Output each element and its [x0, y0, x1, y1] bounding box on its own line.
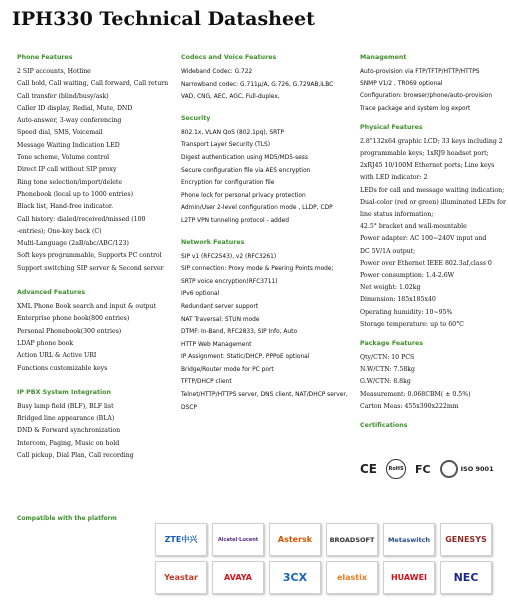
list-item: IP Assignment: Static/DHCP, PPPoE optional — [181, 354, 310, 361]
certification-badges — [360, 458, 503, 480]
list-item: Black list, Hand-free indicator. — [17, 203, 114, 211]
list-item: line status information; — [360, 211, 434, 219]
list-item: Caller ID display, Redial, Mute, DND — [17, 104, 133, 112]
list-item: 2 SIP accounts, Hotline — [17, 68, 91, 75]
list-item: with LED indicator: 2 — [360, 174, 428, 182]
list-item: Phone lock for personal privacy protection — [181, 192, 306, 199]
zte-logo: ZTE中兴 — [155, 523, 207, 556]
list-item: Intercom, Paging, Music on hold — [17, 439, 120, 447]
list-item: Tone scheme, Volume control — [17, 154, 110, 162]
list-item: Soft keys programmable, Supports PC control — [17, 252, 162, 260]
list-item: Multi-Language (2aB/abc/ABC/123) — [17, 240, 129, 248]
list-item: DTMF: In-Band, RFC2833, SIP Info, Auto — [181, 329, 298, 336]
list-item: Net weight: 1.02kg — [360, 284, 421, 292]
ce-mark-icon: CE — [360, 462, 378, 476]
page-title: IPH330 Technical Datasheet — [12, 8, 315, 30]
list-item: Enterprise phone book(800 entries) — [17, 315, 130, 323]
genesys-logo: GENESYS — [440, 523, 492, 556]
section-heading-network-features: Network Features — [181, 238, 245, 246]
list-item: LDAP phone book — [17, 339, 74, 347]
fcc-mark-icon: FC — [415, 462, 431, 476]
3cx-logo: 3CX — [269, 561, 321, 594]
list-item: Power adapter: AC 100~240V input and — [360, 235, 487, 243]
list-item: Trace package and system log export — [360, 105, 471, 112]
list-item: 42.5° bracket and wall-mountable — [360, 223, 467, 231]
list-item: SRTP voice encryption(RFC3711) — [181, 278, 278, 285]
section-heading-security: Security — [181, 114, 211, 122]
column-left — [17, 54, 167, 462]
list-item: Auto-provision via FTP/TFTP/HTTP/HTTPS — [360, 69, 480, 75]
section-heading-package-features: Package Features — [360, 340, 424, 348]
list-item: Carton Meas: 455x390x222mm — [360, 402, 459, 410]
list-item: Dimension: 185x185x40 — [360, 296, 436, 304]
list-item: Redundant server support — [181, 303, 259, 310]
list-item: Encryption for configuration file — [181, 180, 275, 187]
alcatel-lucent-logo: Alcatel·Lucent — [212, 523, 264, 556]
elastix-logo: elastix — [326, 561, 378, 594]
list-item: Support switching SIP server & Second server — [17, 264, 164, 272]
list-item: Transport Layer Security (TLS) — [181, 142, 271, 149]
list-item: Call pickup, Dial Plan, Call recording — [17, 452, 134, 460]
list-item: SIP connection: Proxy mode & Peering Points mode; — [181, 266, 334, 273]
list-item: Ring tone selection/import/delete — [17, 178, 123, 186]
broadsoft-logo: BROADSOFT — [326, 523, 378, 556]
ip-pbx-list — [17, 401, 167, 462]
section-heading-physical-features: Physical Features — [360, 123, 423, 131]
column-middle — [181, 54, 351, 414]
section-heading-certifications: Certifications — [360, 422, 408, 430]
list-item: Auto-answer, 3-way conferencing — [17, 117, 122, 125]
list-item: Bridge/Router mode for PC port — [181, 366, 274, 373]
list-item: Call history: dialed/received/missed (100 — [17, 215, 146, 223]
list-item: VAD, CNG, AEC, AGC, Full-duplex, — [181, 94, 280, 101]
section-heading-advanced-features: Advanced Features — [17, 289, 86, 297]
list-item: Bridged line appearance (BLA) — [17, 415, 115, 423]
network-features-list — [181, 251, 351, 415]
nec-logo: NEC — [440, 561, 492, 594]
list-item: Personal Phonebook(300 entries) — [17, 327, 122, 335]
list-item: L2TP VPN tunneling protocol - added — [181, 217, 290, 224]
list-item: DND & Forward synchronization — [17, 427, 121, 435]
list-item: XML Phone Book search and input & output — [17, 303, 156, 311]
list-item: Call hold, Call waiting, Call forward, Call return — [17, 80, 169, 88]
list-item: Direct IP call without SIP proxy — [17, 166, 117, 174]
list-item: DSCP — [181, 404, 197, 411]
compatible-platforms-heading: Compatible with the platform — [17, 515, 117, 522]
advanced-features-list — [17, 301, 167, 375]
list-item: TFTP/DHCP client — [181, 379, 232, 386]
list-item: Functions customizable keys — [17, 364, 108, 372]
platform-logo-grid — [155, 523, 501, 594]
list-item: Operating humidity: 10~95% — [360, 308, 453, 316]
list-item: HTTP Web Management — [181, 341, 252, 348]
list-item: Admin/User 2-level configuration mode , LLDP, CDP — [181, 205, 333, 212]
list-item: NAT Traversal: STUN mode — [181, 316, 260, 323]
list-item: Action URL & Active URI — [17, 352, 97, 360]
list-item: 2xRJ45 10/100M Ethernet ports; Line keys — [360, 162, 495, 170]
list-item: SIP v1 (RFC2543), v2 (RFC3261) — [181, 253, 277, 260]
list-item: programmable keys; 1xRJ9 headset port; — [360, 150, 489, 158]
list-item: 2.8"132x64 graphic LCD; 33 keys including 2 — [360, 137, 503, 145]
list-item: 802.1x, VLAN QoS (802.1pq), SRTP — [181, 129, 284, 136]
list-item: Telnet/HTTP/HTTPS server, DNS client, NAT/DHCP server, — [181, 392, 348, 399]
security-list — [181, 127, 351, 228]
metaswitch-logo: Metaswitch — [383, 523, 435, 556]
list-item: Busy lamp field (BLF), BLF list — [17, 402, 114, 410]
list-item: Dual-color (red or green) illuminated LEDs for — [360, 198, 506, 206]
management-list — [360, 66, 500, 115]
phone-features-list — [17, 66, 167, 275]
section-heading-codecs: Codecs and Voice Features — [181, 54, 277, 61]
list-item: SNMP V1/2 , TR069 optional — [360, 81, 443, 88]
list-item: Speed dial, SMS, Voicemail — [17, 129, 103, 137]
section-heading-phone-features: Phone Features — [17, 54, 73, 61]
huawei-logo: HUAWEI — [383, 561, 435, 594]
list-item: Digest authentication using MD5/MD5-sess — [181, 154, 308, 161]
codecs-list — [181, 66, 351, 104]
physical-features-list — [360, 136, 506, 331]
iso-9001-label: ISO 9001 — [460, 465, 494, 473]
list-item: Configuration: browser/phone/auto-provision — [360, 93, 493, 100]
list-item: Measurement: 0.068CBM( ± 0.5%) — [360, 390, 471, 398]
list-item: Power consumption: 1.4-2.6W — [360, 272, 455, 280]
column-right — [360, 54, 506, 434]
rohs-badge-icon: RoHS — [386, 459, 406, 479]
list-item: Storage temperature: up to 60°C — [360, 320, 464, 328]
list-item: IPv6 optional — [181, 291, 220, 298]
list-item: Call transfer (blind/busy/ask) — [17, 92, 109, 100]
list-item: Phonebook (local up to 1000 entries) — [17, 190, 133, 198]
list-item: G.W/CTN: 8.8kg — [360, 378, 411, 386]
list-item: Qty/CTN: 10 PCS — [360, 354, 415, 362]
list-item: N.W/CTN: 7.58kg — [360, 366, 416, 374]
asterisk-logo: Astersk — [269, 523, 321, 556]
list-item: Narrowband codec: G.711μ/A, G.726, G.729AB,iLBC — [181, 81, 334, 88]
list-item: Secure configuration file via AES encryption — [181, 167, 311, 174]
list-item: DC 5V/1A output; — [360, 247, 416, 255]
iso-ring-icon — [440, 460, 458, 478]
list-item: Power over Ethernet IEEE 802.3af,class 0 — [360, 259, 492, 267]
section-heading-management: Management — [360, 54, 407, 61]
avaya-logo: AVAYA — [212, 561, 264, 594]
section-heading-ip-pbx: IP PBX System Integration — [17, 388, 111, 396]
list-item: Message Waiting Indication LED — [17, 141, 120, 149]
list-item: Wideband Codec: G.722 — [181, 69, 253, 75]
list-item: -entries); One-key back (C) — [17, 227, 102, 235]
iso-9001-badge — [440, 460, 494, 478]
package-features-list — [360, 352, 500, 413]
yeastar-logo: Yeastar — [155, 561, 207, 594]
list-item: LEDs for call and message waiting indication; — [360, 186, 505, 194]
